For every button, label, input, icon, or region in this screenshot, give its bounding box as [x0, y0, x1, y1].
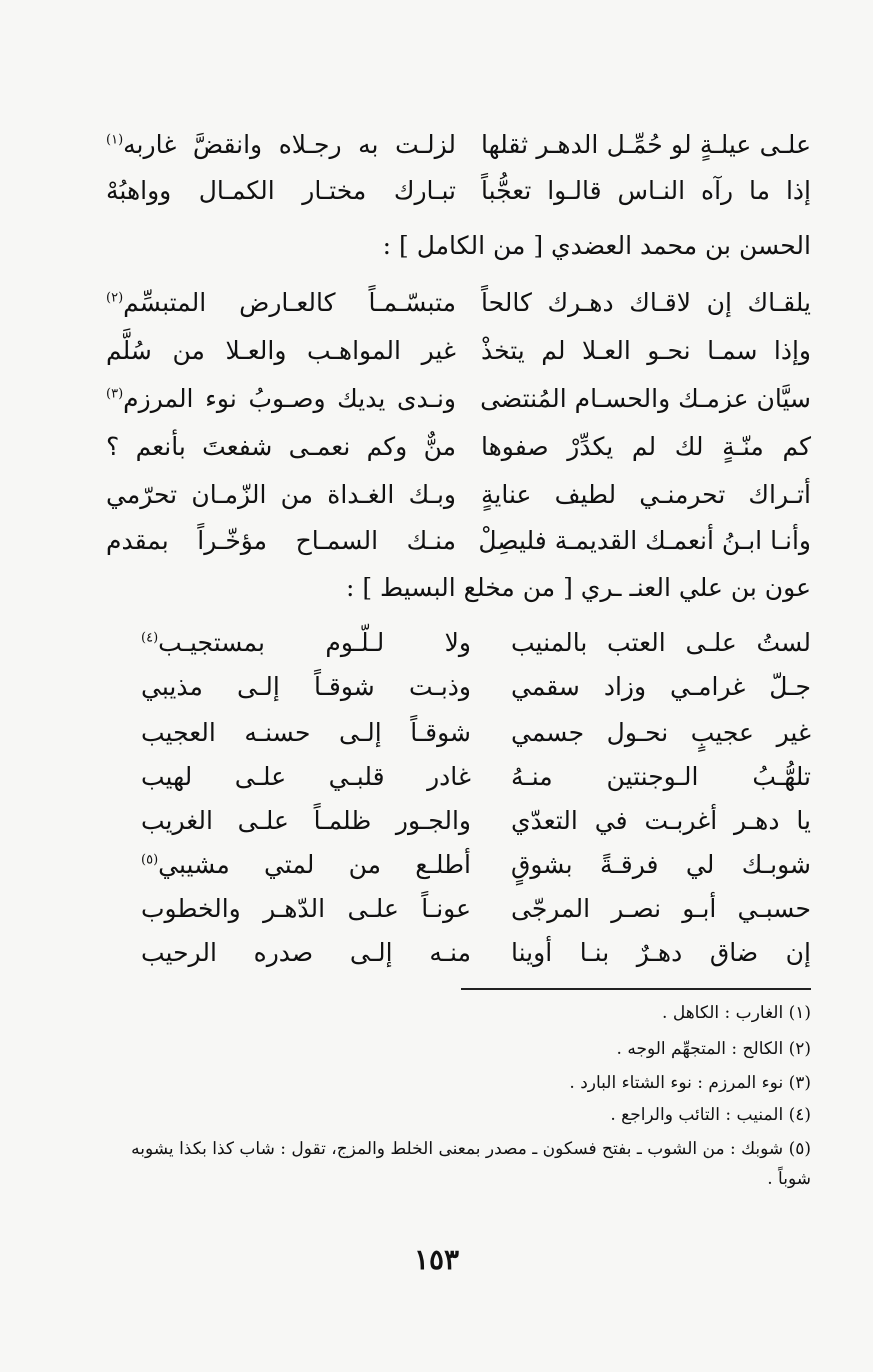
verse-second-hemistich: والجـور ظلمـاً علـى الغريب: [141, 806, 471, 835]
verse-line: [106, 376, 811, 422]
verse-second-hemistich: وذبـت شوقـاً إلـى مذيبي: [141, 672, 471, 701]
verse-second-hemistich: [106, 122, 456, 168]
verse-second-hemistich: منـك السمـاح مؤخّـراً بمقدم: [106, 526, 456, 555]
footnote: (٤) المنيب : التائب والراجع .: [610, 1105, 811, 1125]
hemistich-text: ولا لـلّـوم بمستجيـب: [158, 628, 471, 657]
footnote-ref: (٥): [141, 852, 159, 868]
hemistich-text: ونـدى يديك وصـوبُ نوء المرزم: [123, 384, 456, 413]
verse-first-hemistich: يا دهـر أغربـت في التعدّي: [511, 806, 811, 835]
verse-line: [106, 472, 811, 518]
verse-second-hemistich: [106, 376, 456, 422]
hemistich-text: لزلـت به رجـلاه وانقضَّ غاربه: [123, 130, 456, 159]
footnote-divider: [461, 988, 811, 990]
verse-first-hemistich: تلهُّـبُ الـوجنتين منـهُ: [511, 762, 811, 791]
verse-line: [141, 710, 811, 756]
verse-first-hemistich: شوبـك لي فرقـةً بشوقٍ: [511, 850, 811, 879]
footnote-ref: (٣): [106, 386, 124, 402]
verse-line: [141, 620, 811, 666]
verse-line: [106, 280, 811, 326]
verse-first-hemistich: جـلّ غرامـي وزاد سقمي: [511, 672, 811, 701]
verse-first-hemistich: لستُ علـى العتب بالمنيب: [511, 628, 811, 657]
verse-line: [141, 798, 811, 844]
footnote-ref: (٤): [141, 630, 159, 646]
verse-first-hemistich: إن ضاق دهـرٌ بنـا أوينا: [511, 938, 811, 967]
footnote: (١) الغارب : الكاهل .: [662, 1003, 811, 1023]
verse-line: [141, 930, 811, 976]
verse-line: [106, 122, 811, 168]
verse-first-hemistich: أتـراك تحرمنـي لطيف عنايةٍ: [481, 480, 811, 509]
footnote-ref: (١): [106, 132, 124, 148]
footnote: (٣) نوء المرزم : نوء الشتاء البارد .: [569, 1073, 811, 1093]
verse-line: [106, 328, 811, 374]
verse-line: [141, 664, 811, 710]
verse-first-hemistich: حسبـي أبـو نصـر المرجّى: [511, 894, 811, 923]
hemistich-text: أطلـع من لمتي مشيبي: [158, 850, 471, 879]
verse-second-hemistich: شوقـاً إلـى حسنـه العجيب: [141, 718, 471, 747]
verse-first-hemistich: وأنـا ابـنُ أنعمـك القديمـة فليصِلْ: [478, 526, 811, 555]
verse-first-hemistich: غير عجيبٍ نحـول جسمي: [511, 718, 811, 747]
poet-heading: عون بن علي العنـ ـري [ من مخلع البسيط ] :: [345, 573, 811, 602]
footnote: (٥) شوبك : من الشوب ـ بفتح فسكون ـ مصدر بمعنى الخلط والمزج، تقول : شاب كذا بكذا يشوبه شوباً .: [131, 1139, 811, 1189]
verse-first-hemistich: يلقـاك إن لاقـاك دهـرك كالحاً: [481, 288, 811, 317]
verse-line: [141, 842, 811, 888]
verse-second-hemistich: [141, 620, 471, 666]
verse-line: [106, 168, 811, 214]
verse-second-hemistich: [106, 280, 456, 326]
verse-first-hemistich: كم منّـةٍ لك لم يكدِّرْ صفوها: [481, 432, 811, 461]
page-number: ١٥٣: [413, 1243, 460, 1276]
verse-line: [106, 424, 811, 470]
footnote-ref: (٢): [106, 290, 124, 306]
verse-line: [141, 754, 811, 800]
hemistich-text: متبسّـمـاً كالعـارض المتبسِّم: [123, 288, 456, 317]
verse-second-hemistich: غير المواهـب والعـلا من سُلَّم: [106, 336, 456, 365]
verse-second-hemistich: غادر قلبـي علـى لهيب: [141, 762, 471, 791]
verse-second-hemistich: منٌّ وكم نعمـى شفعتَ بأنعم ؟: [106, 432, 456, 461]
verse-second-hemistich: عونـاً علـى الدّهـر والخطوب: [141, 894, 471, 923]
verse-second-hemistich: [141, 842, 471, 888]
verse-first-hemistich: علـى عيلـةٍ لو حُمِّـل الدهـر ثقلها: [481, 130, 811, 159]
verse-first-hemistich: سيَّان عزمـك والحسـام المُنتضى: [480, 384, 811, 413]
verse-line: [141, 886, 811, 932]
verse-first-hemistich: إذا ما رآه النـاس قالـوا تعجُّباً: [481, 176, 811, 205]
footnote: (٢) الكالح : المتجهِّم الوجه .: [616, 1039, 811, 1059]
verse-first-hemistich: وإذا سمـا نحـو العـلا لم يتخذْ: [481, 336, 811, 365]
poet-heading: الحسن بن محمد العضدي [ من الكامل ] :: [382, 231, 811, 260]
verse-line: [106, 518, 811, 564]
verse-second-hemistich: وبـك الغـداة من الزّمـان تحرّمي: [106, 480, 456, 509]
verse-second-hemistich: منـه إلـى صدره الرحيب: [141, 938, 471, 967]
verse-second-hemistich: تبـارك مختـار الكمـال وواهبُهْ: [106, 176, 456, 205]
